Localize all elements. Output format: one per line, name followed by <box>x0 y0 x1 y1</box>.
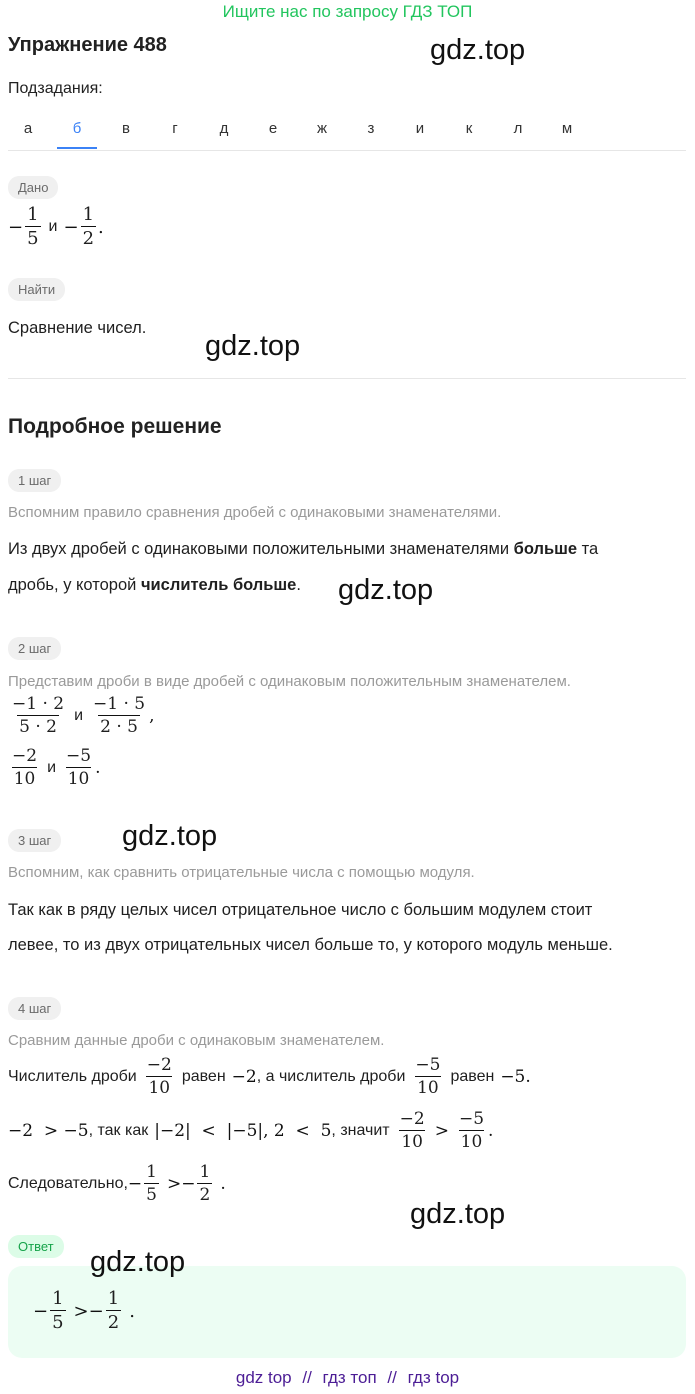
tab-v[interactable]: в <box>122 120 130 137</box>
step-expression <box>8 1057 531 1097</box>
tab-m[interactable]: м <box>561 120 573 137</box>
watermark: gdz.top <box>338 574 434 606</box>
text-fragment: равен <box>450 1068 495 1085</box>
step-text: Так как в ряду целых чисел отрицательное число с большим модулем стоит <box>8 901 593 919</box>
tab-b[interactable]: б <box>72 120 82 137</box>
period: . <box>488 1121 494 1141</box>
watermark: gdz.top <box>90 1246 186 1278</box>
numerator: −1 · 2 <box>12 694 65 714</box>
numerator: 1 <box>146 1162 157 1182</box>
step-hint: Представим дроби в виде дробей с одинаковым положительным знаменателем. <box>8 673 571 690</box>
denominator: 10 <box>460 1132 483 1152</box>
text-fragment: Числитель дроби <box>8 1068 137 1085</box>
watermark: gdz.top <box>122 820 218 852</box>
footer-separator: // <box>387 1368 397 1387</box>
numerator: −5 <box>458 1109 485 1129</box>
numerator: 1 <box>82 204 95 225</box>
text-fragment: Следовательно, <box>8 1175 128 1192</box>
fraction <box>10 748 39 788</box>
text-fragment: равен <box>181 1068 226 1085</box>
numerator: 1 <box>199 1162 211 1182</box>
step-hint: Вспомним правило сравнения дробей с одинаковыми знаменателями. <box>8 504 502 521</box>
numerator: −5 <box>415 1055 441 1075</box>
minus-sign: − <box>33 1300 49 1322</box>
page-title: Упражнение 488 <box>8 34 167 56</box>
text-fragment: Из двух дробей с одинаковыми положительными знаменателями <box>8 540 514 558</box>
minus-sign: − <box>8 216 24 238</box>
watermark: gdz.top <box>205 330 301 362</box>
denominator: 10 <box>13 769 36 789</box>
text-fragment: . <box>296 576 301 594</box>
conjunction: и <box>47 759 56 776</box>
denominator: 2 <box>199 1185 211 1205</box>
text-fragment: дробь, у которой <box>8 576 141 594</box>
fraction <box>457 1111 486 1151</box>
period: . <box>98 216 104 238</box>
denominator: 5 <box>146 1185 157 1205</box>
fraction <box>398 1111 427 1151</box>
text-fragment: , а числитель дроби <box>256 1068 406 1085</box>
watermark: gdz.top <box>430 34 526 66</box>
numerator: 1 <box>52 1288 64 1309</box>
numerator: −1 · 5 <box>93 694 146 714</box>
greater-than: > <box>166 1174 182 1194</box>
denominator: 5 <box>27 228 39 249</box>
subtasks-label: Подзадания: <box>8 80 103 97</box>
denominator: 10 <box>148 1078 171 1098</box>
find-text: Сравнение чисел. <box>8 319 147 337</box>
tab-l[interactable]: л <box>513 120 523 137</box>
numerator: −5 <box>66 746 92 766</box>
step-text: левее, то из двух отрицательных чисел больше то, у которого модуль меньше. <box>8 936 613 954</box>
answer-expression <box>33 1290 135 1332</box>
numerator: −2 <box>146 1055 172 1075</box>
denominator: 10 <box>417 1078 439 1098</box>
numerator: −2 <box>12 746 38 766</box>
math-value: |−2| < |−5|, 2 < 5 <box>154 1121 332 1141</box>
bold-text: больше <box>513 540 578 558</box>
footer-link[interactable]: гдз топ <box>322 1368 377 1387</box>
denominator: 2 <box>107 1312 120 1333</box>
text-fragment: , значит <box>331 1122 390 1139</box>
numerator: −2 <box>399 1109 425 1129</box>
period: . <box>220 1174 226 1194</box>
footer-links <box>0 1368 695 1388</box>
step-chip: 4 шаг <box>8 997 61 1020</box>
section-divider <box>8 378 686 379</box>
minus-sign: − <box>127 1174 143 1194</box>
text-fragment: та <box>577 540 599 558</box>
step-expression <box>8 1164 226 1204</box>
fraction <box>81 206 96 248</box>
minus-sign: − <box>88 1300 104 1322</box>
tab-zh[interactable]: ж <box>316 120 328 137</box>
bold-text: числитель больше <box>140 576 297 594</box>
denominator: 2 · 5 <box>100 717 138 737</box>
step-hint: Вспомним, как сравнить отрицательные числа с помощью модуля. <box>8 864 475 881</box>
greater-than: > <box>434 1121 449 1141</box>
tab-e[interactable]: е <box>268 120 278 137</box>
given-chip: Дано <box>8 176 58 199</box>
tab-z[interactable]: з <box>367 120 375 137</box>
step-chip: 3 шаг <box>8 829 61 852</box>
watermark: gdz.top <box>410 1198 506 1230</box>
fraction <box>413 1057 442 1097</box>
denominator: 5 <box>52 1312 64 1333</box>
comma: , <box>149 706 155 726</box>
denominator: 10 <box>67 769 90 789</box>
math-value: −2 > −5 <box>8 1121 89 1141</box>
step-chip: 2 шаг <box>8 637 61 660</box>
minus-sign: − <box>63 216 79 238</box>
numerator: 1 <box>27 204 39 225</box>
solution-title: Подробное решение <box>8 415 222 438</box>
tab-k[interactable]: к <box>465 120 473 137</box>
fraction <box>197 1164 212 1204</box>
denominator: 5 · 2 <box>19 717 57 737</box>
fraction <box>145 1057 174 1097</box>
conjunction: и <box>48 218 58 235</box>
math-value: −5. <box>500 1067 531 1087</box>
denominator: 10 <box>401 1132 423 1152</box>
tab-d[interactable]: д <box>219 120 229 137</box>
step-text <box>8 575 301 595</box>
fraction <box>50 1290 65 1332</box>
step-expression <box>8 748 100 788</box>
text-fragment: , так как <box>88 1122 149 1139</box>
numerator: 1 <box>107 1288 120 1309</box>
step-hint: Сравним данные дроби с одинаковым знаменателем. <box>8 1032 385 1049</box>
fraction <box>106 1290 121 1332</box>
tab-g[interactable]: г <box>172 120 178 137</box>
step-expression <box>8 1111 493 1151</box>
tab-a[interactable]: а <box>23 120 33 137</box>
step-expression <box>8 696 155 736</box>
tab-i[interactable]: и <box>415 120 425 137</box>
fraction <box>91 696 147 736</box>
answer-chip: Ответ <box>8 1235 64 1258</box>
minus-sign: − <box>181 1174 196 1194</box>
period: . <box>129 1300 135 1322</box>
greater-than: > <box>73 1300 89 1322</box>
subtask-tabs <box>8 110 686 151</box>
fraction <box>144 1164 159 1204</box>
fraction <box>10 696 66 736</box>
period: . <box>95 758 101 778</box>
footer-link[interactable]: gdz top <box>235 1368 292 1387</box>
footer-separator: // <box>302 1368 312 1387</box>
math-value: −2 <box>231 1067 257 1087</box>
conjunction: и <box>74 707 84 724</box>
fraction <box>25 206 40 248</box>
search-banner: Ищите нас по запросу ГДЗ ТОП <box>222 2 473 21</box>
step-text <box>8 539 598 559</box>
active-tab-indicator <box>57 147 97 149</box>
find-chip: Найти <box>8 278 65 301</box>
fraction <box>64 748 93 788</box>
given-expression <box>8 206 104 248</box>
denominator: 2 <box>82 228 95 249</box>
footer-link[interactable]: гдз top <box>407 1368 460 1387</box>
step-chip: 1 шаг <box>8 469 61 492</box>
